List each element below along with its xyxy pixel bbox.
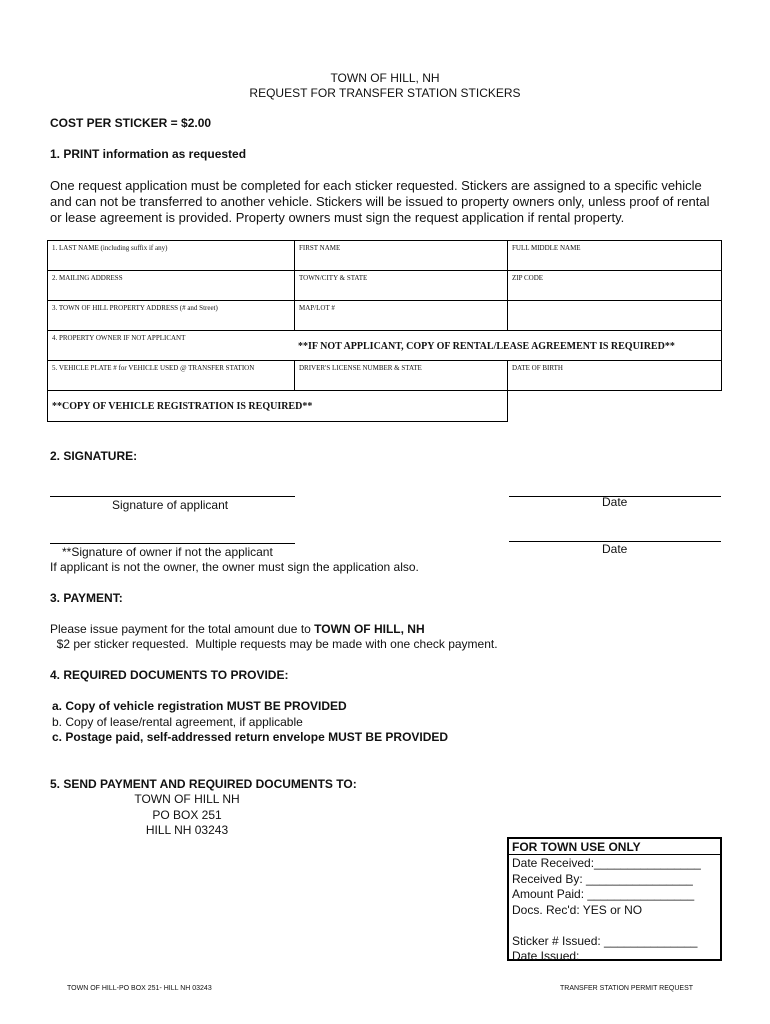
date-of-birth-label: DATE OF BIRTH	[512, 364, 563, 372]
required-doc-b: b. Copy of lease/rental agreement, if applicable	[52, 715, 303, 729]
property-owner-field[interactable]	[47, 330, 722, 361]
date-label-1: Date	[602, 495, 628, 509]
lease-agreement-notice: **IF NOT APPLICANT, COPY OF RENTAL/LEASE AGREEMENT IS REQUIRED**	[298, 341, 675, 352]
section2-heading: 2. SIGNATURE:	[50, 449, 138, 463]
middle-name-field[interactable]	[507, 240, 722, 271]
payment-amount-note: $2 per sticker requested. Multiple requests may be made with one check payment.	[50, 637, 498, 651]
payment-payee: TOWN OF HILL, NH	[314, 622, 425, 636]
footer-left: TOWN OF HILL-PO BOX 251- HILL NH 03243	[67, 985, 212, 992]
middle-name-label: FULL MIDDLE NAME	[512, 244, 581, 252]
docs-received: Docs. Rec'd: YES or NO	[512, 903, 643, 917]
property-address-label: 3. TOWN OF HILL PROPERTY ADDRESS (# and Street)	[52, 304, 218, 312]
mail-address-line3: HILL NH 03243	[145, 823, 229, 837]
date-received: Date Received:________________	[512, 856, 701, 870]
property-address-field[interactable]	[47, 300, 295, 331]
section1-paragraph-line: and can not be transferred to another vehicle. Stickers will be issued to property owners only, unless proof of rental	[50, 194, 710, 209]
date-issued: Date Issued:	[512, 949, 580, 963]
first-name-label: FIRST NAME	[299, 244, 341, 252]
section3-heading: 3. PAYMENT:	[50, 591, 123, 605]
applicant-signature-label: Signature of applicant	[112, 498, 229, 512]
drivers-license-field[interactable]	[294, 360, 508, 391]
section1-heading: 1. PRINT information as requested	[50, 147, 247, 161]
section4-heading: 4. REQUIRED DOCUMENTS TO PROVIDE:	[50, 668, 289, 682]
section1-paragraph	[50, 178, 710, 226]
town-state-field[interactable]	[294, 270, 508, 301]
mailing-address-field[interactable]	[47, 270, 295, 301]
sticker-issued: Sticker # Issued: ______________	[512, 934, 698, 948]
map-lot-label: MAP/LOT #	[299, 304, 335, 312]
received-by: Received By: ________________	[512, 872, 693, 886]
amount-paid: Amount Paid: ________________	[512, 887, 695, 901]
mailing-address-label: 2. MAILING ADDRESS	[52, 274, 123, 282]
section5-heading: 5. SEND PAYMENT AND REQUIRED DOCUMENTS TO:	[50, 777, 357, 791]
first-name-field[interactable]	[294, 240, 508, 271]
form-title-town: TOWN OF HILL, NH	[330, 71, 440, 85]
payment-instruction-text: Please issue payment for the total amount due to	[50, 622, 315, 636]
town-use-title: FOR TOWN USE ONLY	[512, 840, 641, 854]
drivers-license-label: DRIVER'S LICENSE NUMBER & STATE	[299, 364, 422, 372]
property-owner-label: 4. PROPERTY OWNER IF NOT APPLICANT	[52, 334, 186, 342]
vehicle-plate-field[interactable]	[47, 360, 295, 391]
last-name-field[interactable]	[47, 240, 295, 271]
zip-code-label: ZIP CODE	[512, 274, 544, 282]
payment-instruction	[50, 622, 425, 636]
zip-code-field[interactable]	[507, 270, 722, 301]
section1-paragraph-line: One request application must be completed for each sticker requested. Stickers are assigned to a specific vehicle	[50, 178, 702, 193]
form-title: REQUEST FOR TRANSFER STATION STICKERS	[249, 86, 521, 100]
footer-right: TRANSFER STATION PERMIT REQUEST	[560, 985, 694, 992]
mail-address-line2: PO BOX 251	[152, 808, 222, 822]
mail-address-line1: TOWN OF HILL NH	[134, 792, 240, 806]
blank-cell	[507, 300, 722, 331]
required-doc-a: a. Copy of vehicle registration MUST BE PROVIDED	[52, 699, 347, 713]
owner-signature-line[interactable]	[50, 543, 295, 544]
registration-notice: **COPY OF VEHICLE REGISTRATION IS REQUIRED**	[52, 401, 313, 412]
section1-paragraph-line: or lease agreement is provided. Property owners must sign the request application if rental property.	[50, 210, 625, 225]
town-use-box	[507, 837, 722, 961]
owner-sign-note: If applicant is not the owner, the owner must sign the application also.	[50, 560, 419, 574]
cost-per-sticker: COST PER STICKER = $2.00	[50, 116, 212, 130]
date-of-birth-field[interactable]	[507, 360, 722, 391]
registration-notice-cell	[47, 390, 508, 422]
date-label-2: Date	[602, 542, 628, 556]
town-state-label: TOWN/CITY & STATE	[299, 274, 368, 282]
applicant-signature-line[interactable]	[50, 496, 295, 497]
owner-signature-label: **Signature of owner if not the applicant	[62, 545, 273, 559]
map-lot-field[interactable]	[294, 300, 508, 331]
vehicle-plate-label: 5. VEHICLE PLATE # for VEHICLE USED @ TRANSFER STATION	[52, 364, 255, 372]
required-doc-c: c. Postage paid, self-addressed return envelope MUST BE PROVIDED	[52, 730, 449, 744]
last-name-label: 1. LAST NAME (including suffix if any)	[52, 244, 168, 252]
town-use-divider	[509, 854, 720, 855]
